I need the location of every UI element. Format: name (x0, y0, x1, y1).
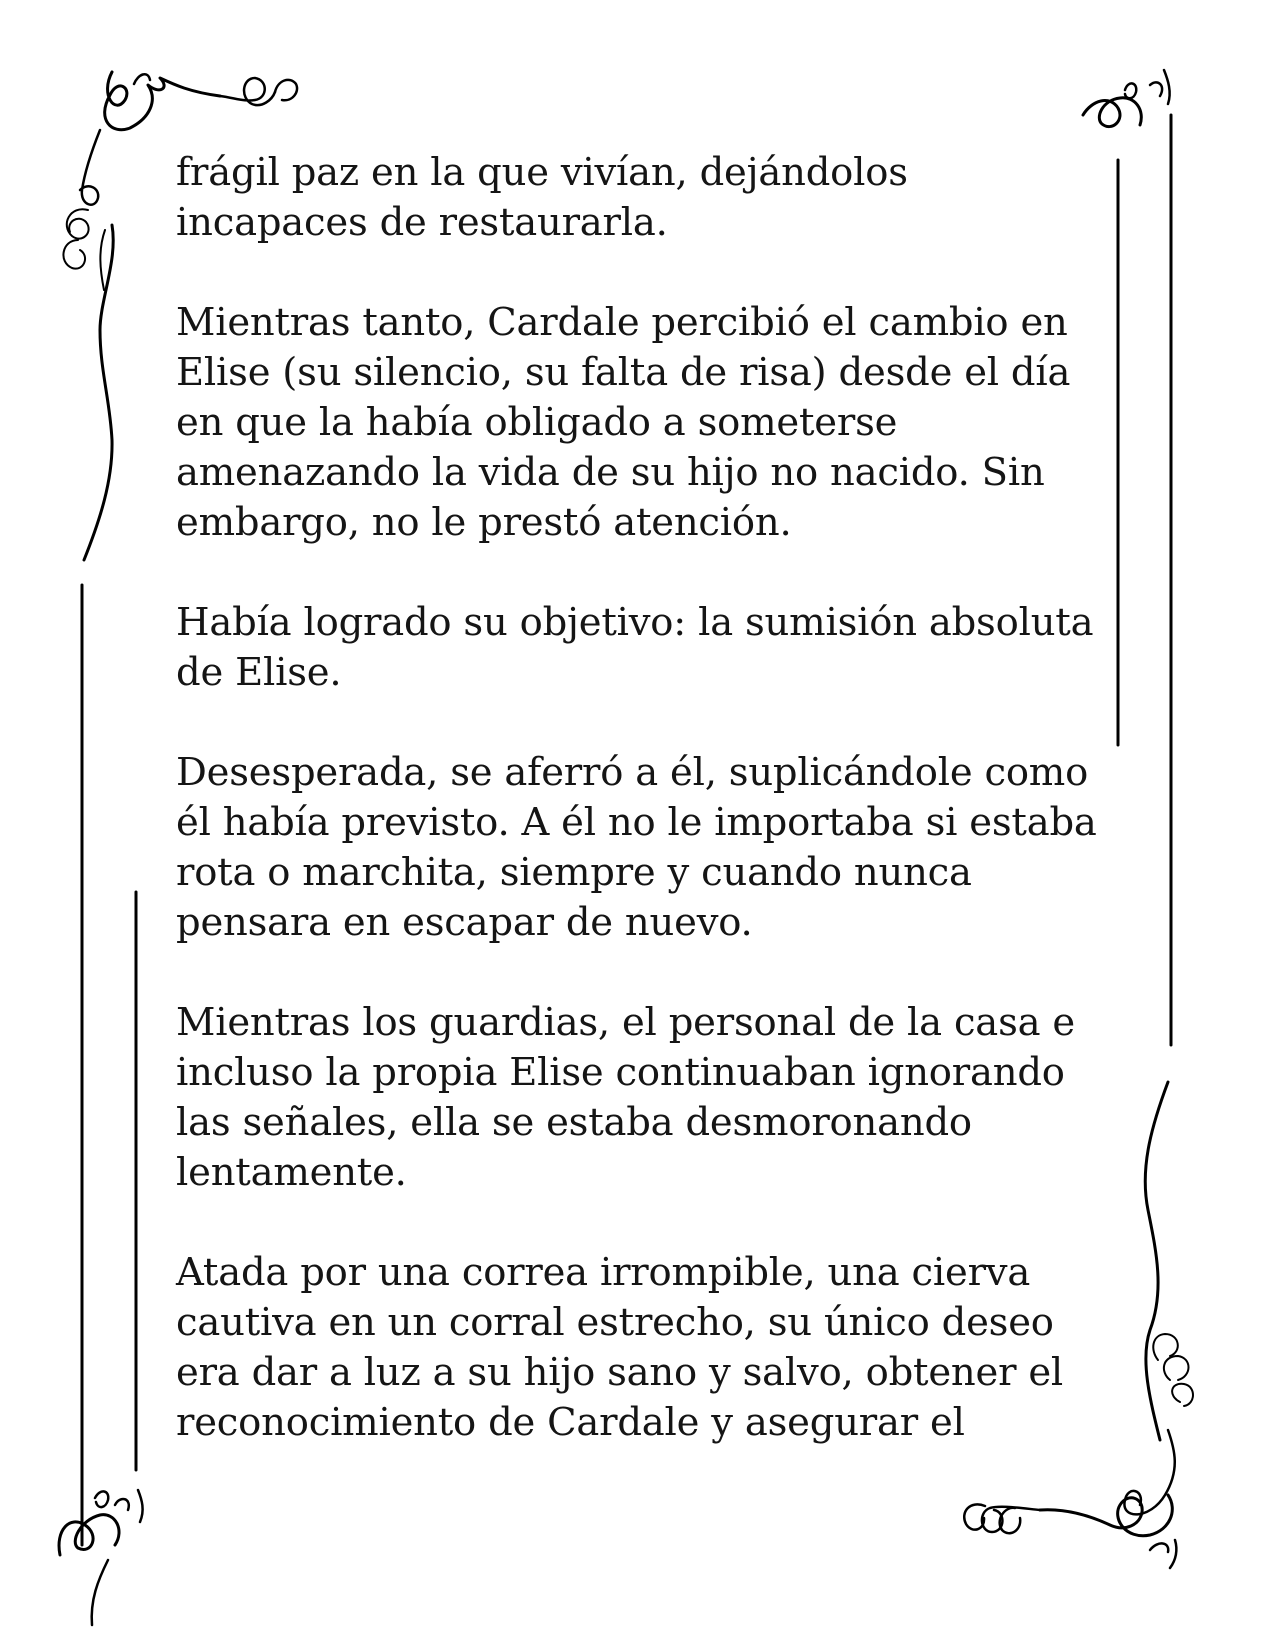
paragraph: Desesperada, se aferró a él, suplicándole como él había previsto. A él no le importaba si estaba rota o marchita, siempre y cuando nunca pensara en escapar de nuevo. (176, 750, 1097, 945)
bottom-right-flourish (964, 1495, 1176, 1568)
left-upper-flourish (63, 130, 113, 560)
top-right-flourish (1083, 70, 1170, 127)
paragraph: Mientras los guardias, el personal de la casa e incluso la propia Elise continuaban ignorando las señales, ella se estaba desmoronando lentamente. (176, 1000, 1075, 1195)
body-text (176, 148, 1116, 1498)
paragraph: Atada por una correa irrompible, una cierva cautiva en un corral estrecho, su único deseo era dar a luz a su hijo sano y salvo, obtener el reconocimiento de Cardale y asegurar el (176, 1250, 1064, 1445)
right-lower-flourish (1124, 1082, 1193, 1514)
paragraph: Había logrado su objetivo: la sumisión absoluta de Elise. (176, 600, 1094, 695)
paragraph: frágil paz en la que vivían, dejándolos incapaces de restaurarla. (176, 150, 908, 245)
paragraph: Mientras tanto, Cardale percibió el cambio en Elise (su silencio, su falta de risa) desde el día en que la había obligado a someterse amenazando la vida de su hijo no nacido. Sin embargo, no le prestó atención. (176, 300, 1071, 545)
top-left-flourish (105, 72, 297, 130)
bottom-left-flourish (59, 1490, 143, 1625)
